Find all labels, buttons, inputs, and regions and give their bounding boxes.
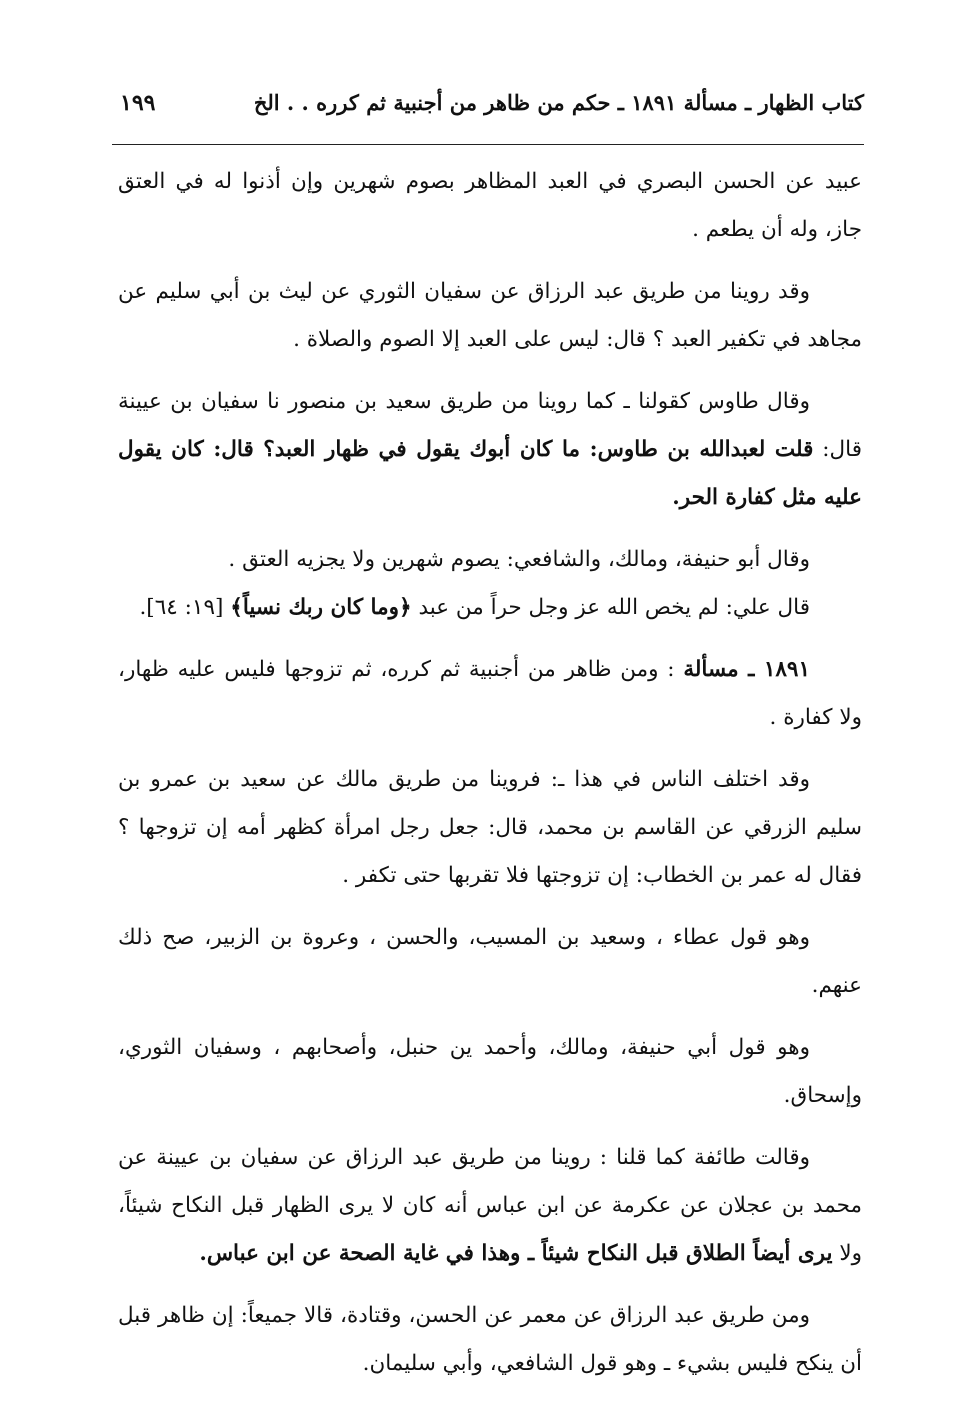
paragraph-text: قال علي: لم يخص الله عز وجل حراً من عبد	[411, 595, 810, 620]
quran-verse: ﴿وما كان ربك نسياً﴾	[230, 595, 412, 620]
quoted-text: قلت لعبدالله بن طاوس: ما كان أبوك يقول في ظهار العبد؟ قال: كان يقول عليه مثل كفارة الحر.	[118, 437, 862, 510]
paragraph	[118, 584, 862, 632]
paragraph-text: ومن طريق عبد الرزاق عن معمر عن الحسن، وقتادة، قالا جميعاً: إن ظاهر قبل أن ينكح فليس بشيء ـ وهو قول الشافعي، وأبي سليمان.	[118, 1303, 862, 1376]
paragraph-text: : ومن ظاهر من أجنبية ثم كرره، ثم تزوجها فليس عليه ظهار، ولا كفارة .	[118, 657, 862, 730]
paragraph	[118, 756, 862, 900]
paragraph-text: عبيد عن الحسن البصري في العبد المظاهر بصوم شهرين وإن أذنوا له في العتق جاز، وله أن يطعم .	[118, 169, 862, 242]
header-rule	[112, 144, 864, 145]
paragraph-text: وهو قول عطاء ، وسعيد بن المسيب، والحسن ، وعروة بن الزبير، صح ذلك عنهم.	[118, 925, 862, 998]
paragraph	[118, 158, 862, 254]
paragraph	[118, 1292, 862, 1388]
paragraph	[118, 646, 862, 742]
paragraph-text: وقال أبو حنيفة، ومالك، والشافعي: يصوم شهرين ولا يجزيه العتق .	[228, 547, 810, 572]
paragraph-text: وقال طاوس كقولنا ـ كما روينا من طريق سعيد بن منصور نا سفيان بن عيينة قال:	[118, 389, 863, 462]
paragraph-text: وقالت طائفة كما قلنا : روينا من طريق عبد الرزاق عن سفيان بن عيينة عن محمد بن عجلان عن عكرمة عن ابن عباس أنه كان لا يرى الظهار قبل النكاح شيئاً، ولا	[118, 1145, 862, 1266]
paragraph	[118, 536, 862, 584]
quoted-text: يرى أيضاً الطلاق قبل النكاح شيئاً ـ وهذا في غاية الصحة عن ابن عباس.	[199, 1241, 833, 1266]
page-number: ١٩٩	[120, 90, 156, 116]
page-header	[112, 86, 864, 126]
verse-reference: [١٩: ٦٤].	[139, 595, 231, 620]
running-title: كتاب الظهار ـ مسألة ١٨٩١ ـ حكم من ظاهر من أجنبية ثم كرره . . الخ	[253, 90, 864, 115]
paragraph	[118, 268, 862, 364]
paragraph-text: وقد روينا من طريق عبد الرزاق عن سفيان الثوري عن ليث بن أبي سليم عن مجاهد في تكفير العبد ؟ قال: ليس على العبد إلا الصوم والصلاة .	[118, 279, 862, 352]
paragraph	[118, 1024, 862, 1120]
paragraph	[118, 378, 862, 522]
paragraph-text: وهو قول أبي حنيفة، ومالك، وأحمد ين حنبل، وأصحابهم ، وسفيان الثوري، وإسحاق.	[118, 1035, 862, 1108]
paragraph	[118, 914, 862, 1010]
paragraph-text: وقد اختلف الناس في هذا ـ: فروينا من طريق مالك عن سعيد بن عمرو بن سليم الزرقي عن القاسم بن محمد، قال: جعل رجل امرأة كظهر أمه إن تزوجها ؟ فقال له عمر بن الخطاب: إن تزوجتها فلا تقربها حتى تكفر .	[118, 767, 862, 888]
paragraph	[118, 1134, 862, 1278]
issue-label: ١٨٩١ ـ مسألة	[683, 657, 811, 682]
page-body	[118, 158, 862, 1402]
